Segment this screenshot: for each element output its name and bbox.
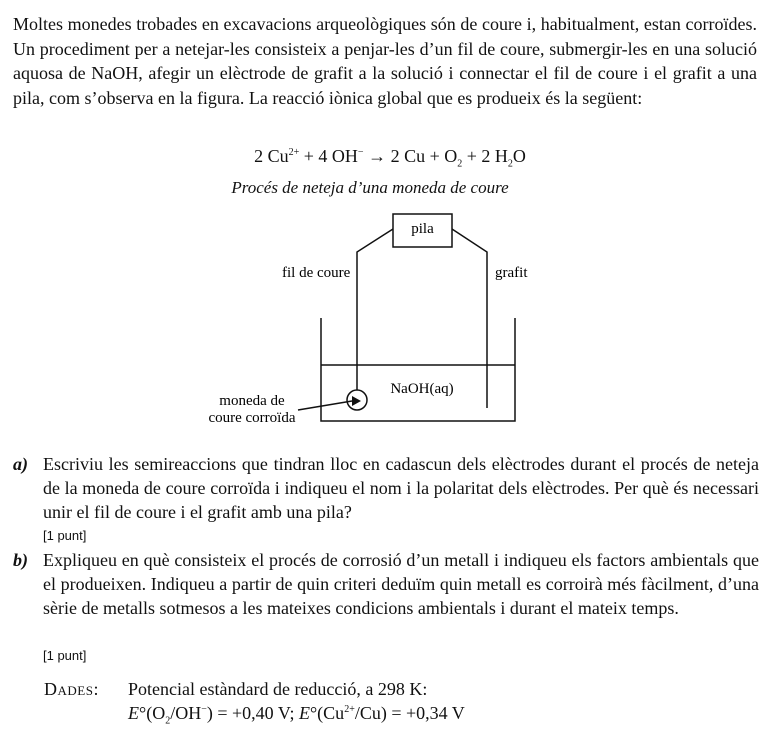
question-a-text: Escriviu les semireaccions que tindran lloc en cadascun dels elèctrodes durant el procés de neteja de la moneda de coure corroïda i indiqueu el nom i la polaritat dels elèctrodes. Per què és necessari unir el fil de coure i el grafit amb una pila? [43,454,759,522]
coin-pointer-line [298,401,352,410]
question-a [13,452,759,524]
question-b [13,548,759,620]
question-b-text: Expliqueu en què consisteix el procés de corrosió d’un metall i indiqueu els factors ambientals que el produeixen. Indiqueu a partir de quin criteri deduïm quin metall es corroirà més fàcilment, d’una sèrie de metalls sotmesos a les mateixes condicions ambientals i durant el mateix temps. [43,550,759,618]
intro-paragraph: Moltes monedes trobades en excavacions arqueològiques són de coure i, habitualment, estan corroïdes. Un procediment per a netejar-les consisteix a penjar-les d’un fil de coure, submergir-les en una solució aquosa de NaOH, afegir un elèctrode de grafit a la solució i connectar el fil de coure i el grafit a una pila, com s’observa en la figura. La reacció iònica global que es produeix és la següent: [13,14,757,108]
data-heading: Dades: [44,679,99,699]
data-section [44,679,465,727]
coin-label-line2: coure corroïda [208,410,296,426]
figure-caption: Procés de neteja d’una moneda de coure [231,178,509,197]
battery-label: pila [411,221,434,237]
data-line1: Potencial estàndard de reducció, a 298 K: [128,679,428,699]
wire-label: fil de coure [282,265,351,281]
question-a-label: a) [13,454,28,474]
question-a-points: [1 punt] [43,528,87,543]
question-b-points: [1 punt] [43,648,87,663]
graphite-electrode [452,229,487,408]
question-b-label: b) [13,550,28,570]
data-potentials: $E^\circ(O_2/OH^-) = +0,40$ V; $E^\circ(Cu^{2+}/Cu) = +0,34$ V [128,703,465,727]
coin-label-line1: moneda de [219,393,285,409]
global-reaction-equation: 2 $Cu^{2+} + 4$ OH− → 2 $Cu + O_2 + 2$ $H_2O$ [254,146,526,170]
solution-label: NaOH(aq) [390,381,454,397]
graphite-label: grafit [495,265,528,281]
copper-wire [357,229,393,393]
